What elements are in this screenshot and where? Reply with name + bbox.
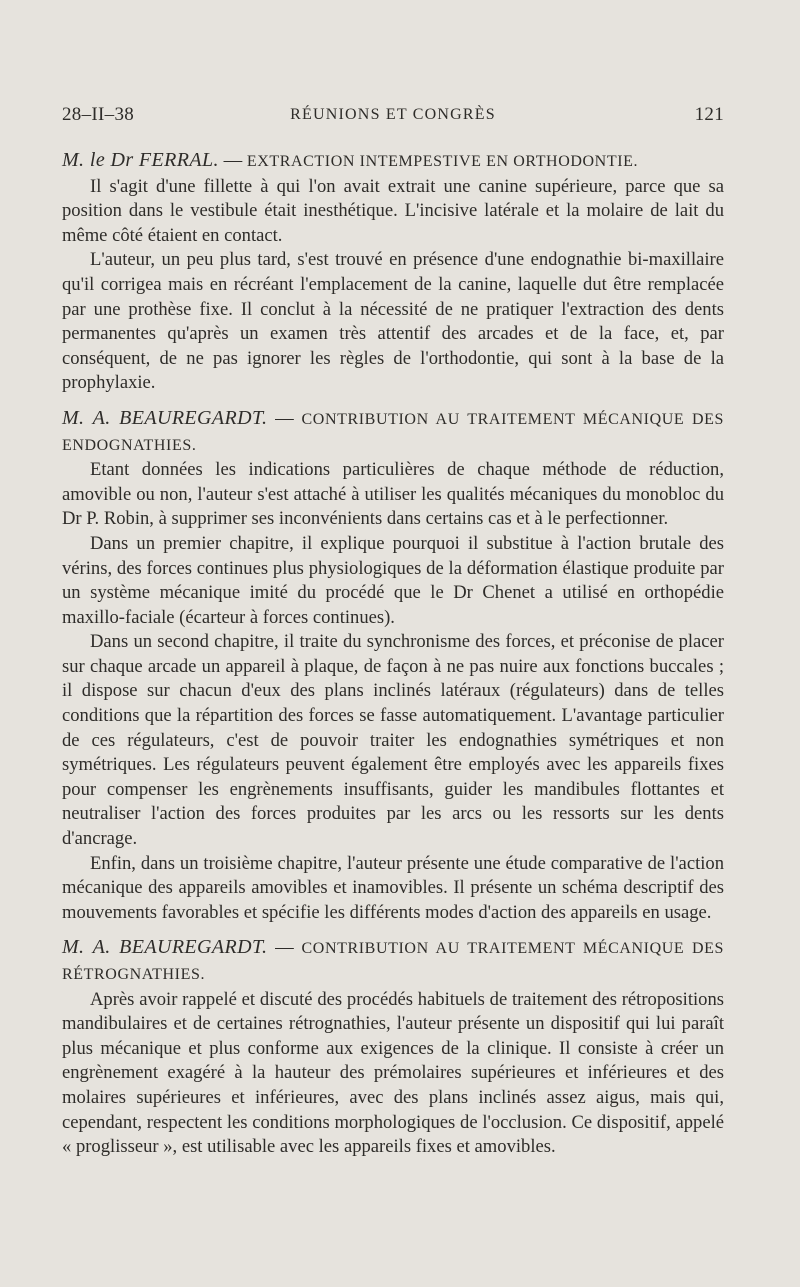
section-title: CONTRIBUTION AU TRAITEMENT MÉCANIQUE DES RÉTROGNATHIES. — [62, 940, 725, 983]
section-author: M. le Dr FERRAL. — [62, 149, 219, 171]
section-beauregardt-retrognathies — [62, 935, 724, 1159]
running-title: RÉUNIONS ET CONGRÈS — [290, 106, 496, 123]
paragraph: Il s'agit d'une fillette à qui l'on avait extrait une canine supérieure, parce que sa position dans le vestibule était inesthétique. L'incisive latérale et la molaire de lait du même côté étaient en contact. — [62, 175, 724, 246]
paragraph: Dans un premier chapitre, il explique pourquoi il substitue à l'action brutale des vérins, des forces continues plus physiologiques de la déformation élastique produite par un système mécanique imité du procédé que le Dr Chenet a utilisé en orthopédie maxillo-faciale (écarteur à forces continues). — [62, 532, 724, 628]
heading-dash: — — [267, 407, 302, 429]
section-heading — [62, 406, 724, 458]
section-title: EXTRACTION INTEMPESTIVE EN ORTHODONTIE. — [246, 153, 639, 170]
heading-dash: — — [267, 937, 302, 959]
section-title: CONTRIBUTION AU TRAITEMENT MÉCANIQUE DES ENDOGNATHIES. — [62, 410, 725, 454]
paragraph: L'auteur, un peu plus tard, s'est trouvé en présence d'une endognathie bi-maxillaire qu'il corrigea mais en récréant l'emplacement de la canine, laquelle dut être remplacée par une prothèse fixe. Il conclut à la nécessité de ne pratiquer l'extraction des dents permanentes qu'après un examen très attentif des arcades et de la face, et, par conséquent, de ne pas ignorer les règles de l'orthodontie, qui sont à la base de la prophylaxie. — [62, 249, 724, 394]
article-body — [62, 148, 724, 1160]
page-number: 121 — [694, 104, 724, 125]
paragraph: Après avoir rappelé et discuté des procédés habituels de traitement des rétropositions mandibulaires et de certaines rétrognathies, l'auteur présente un dispositif qui lui paraît plus mécanique et plus conforme aux exigences de la clinique. Il consiste à créer un engrènement exagéré à la hauteur des prémolaires supérieures et inférieures et des molaires supérieures et inférieures, avec des plans inclinés assez aigus, mais qui, cependant, respectent les conditions morphologiques de l'occlusion. Ce dispositif, appelé « proglisseur », est utilisable avec les appareils fixes et amovibles. — [62, 988, 724, 1158]
section-author: M. A. BEAUREGARDT. — [62, 406, 268, 429]
heading-dash: — — [218, 150, 247, 171]
paragraph: Etant données les indications particulières de chaque méthode de réduction, amovible ou non, l'auteur s'est attaché à utiliser les qualités mécaniques du monobloc du Dr P. Robin, à supprimer ses inconvénients dans certains cas et à le perfectionner. — [62, 459, 724, 530]
section-heading — [62, 148, 724, 175]
paragraph: Enfin, dans un troisième chapitre, l'auteur présente une étude comparative de l'action mécanique des appareils amovibles et inamovibles. Il présente un schéma descriptif des mouvements favorables et spécifie les différents modes d'action des appareils en usage. — [62, 852, 724, 923]
header-date: 28–II–38 — [62, 104, 135, 125]
section-beauregardt-endognathies — [62, 406, 724, 925]
section-author: M. A. BEAUREGARDT. — [62, 936, 268, 959]
section-heading — [62, 935, 724, 987]
paragraph: Dans un second chapitre, il traite du synchronisme des forces, et préconise de placer sur chaque arcade un appareil à plaque, de façon à ne pas nuire aux fonctions buccales ; il dispose sur chacun d'eux des plans inclinés latéraux (régulateurs) dans de telles conditions que la répartition des forces se fasse automatiquement. L'avantage particulier de ces régulateurs, c'est de pouvoir traiter les endognathies symétriques et non symétriques. Les régulateurs peuvent également être employés avec les appareils fixes pour compenser les engrènements insuffisants, guider les mandibules flottantes et neutraliser l'action des forces produites par les arcs ou les ressorts sur les dents d'ancrage. — [62, 631, 724, 850]
section-ferral — [62, 148, 724, 396]
